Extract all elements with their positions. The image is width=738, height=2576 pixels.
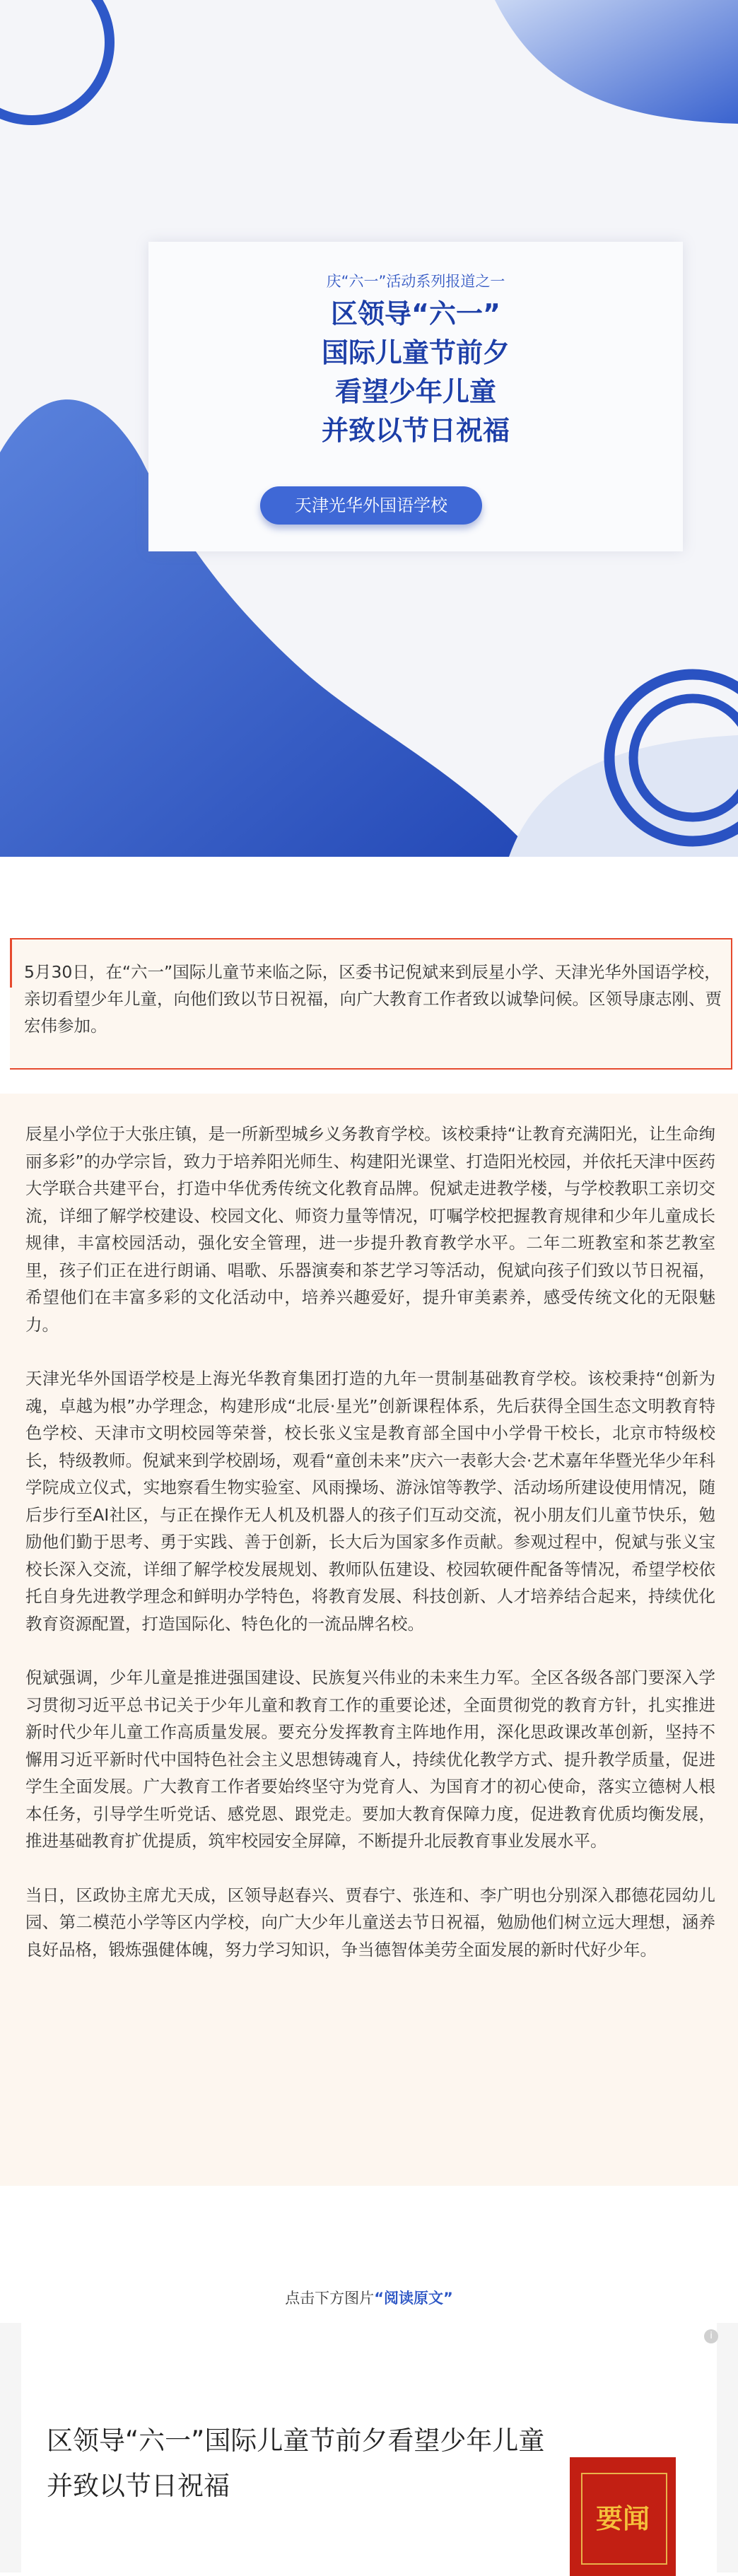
headline-line: 国际儿童节前夕 [321,337,510,368]
article-paragraph: 倪斌强调，少年儿童是推进强国建设、民族复兴伟业的未来生力军。全区各级各部门要深入学习贯彻习近平总书记关于少年儿童和教育工作的重要论述，全面贯彻党的教育方针，扎实推进新时代少年儿童工作高质量发展。要充分发挥教育主阵地作用，深化思政课改革创新，坚持不懈用习近平新时代中国特色社会主义思想铸魂育人，持续优化教学方式、提升教学质量，促进学生全面发展。广大教育工作者要始终坚守为党育人、为国育才的初心使命，落实立德树人根本任务，引导学生听党话、感党恩、跟党走。要加大教育保障力度，促进教育优质均衡发展，推进基础教育扩优提质，筑牢校园安全屏障，不断提升北辰教育事业发展水平。 [25,1668,715,1851]
top-right-blob [495,0,738,124]
headline [148,295,683,450]
school-badge: 天津光华外国语学校 [260,486,482,525]
article-body [0,1094,738,2186]
headline-line: 看望少年儿童 [334,376,496,407]
series-label: 庆“六一”活动系列报道之一 [326,273,505,290]
article-paragraph: 天津光华外国语学校是上海光华教育集团打造的九年一贯制基础教育学校。该校秉持“创新为魂，卓越为根”办学理念，构建形成“北辰·星光”创新课程体系，先后获得全国生态文明教育特色学校、天津市文明校园等荣誉，校长张义宝是教育部全国中小学骨干校长，北京市特级校长，特级教师。倪斌来到学校剧场，观看“童创未来”庆六一表彰大会·艺术嘉年华暨光华少年科学院成立仪式，实地察看生物实验室、风雨操场、游泳馆等教学、活动场所建设使用情况，随后步行至AI社区，与正在操作无人机及机器人的孩子们互动交流，祝小朋友们儿童节快乐，勉励他们勤于思考、勇于实践、善于创新，长大后为国家多作贡献。参观过程中，倪斌与张义宝校长深入交流，详细了解学校发展规划、教师队伍建设、校园软硬件配备等情况，希望学校依托自身先进教学理念和鲜明办学特色，将教育发展、科技创新、人才培养结合起来，持续优化教育资源配置，打造国际化、特色化的一流品牌名校。 [25,1369,715,1634]
read-original-title[interactable]: 区领导“六一”国际儿童节前夕看望少年儿童并致以节日祝福 [47,2425,545,2501]
article-paragraph: 当日，区政协主席尤天成，区领导赵春兴、贾春宁、张连和、李广明也分别深入郡德花园幼儿园、第二模范小学等区内学校，向广大少年儿童送去节日祝福，勉励他们树立远大理想，涵养良好品格，锻炼强健体魄，努力学习知识，争当德智体美劳全面发展的新时代好少年。 [25,1885,715,1960]
headline-line: 区领导“六一” [331,298,500,329]
intro-text: 5月30日，在“六一”国际儿童节来临之际，区委书记倪斌来到辰星小学、天津光华外国语学校，亲切看望少年儿童，向他们致以节日祝福，向广大教育工作者致以诚挚问候。区领导康志刚、贾宏伟参加。 [24,962,722,1036]
info-icon[interactable]: i [704,2329,718,2343]
top-left-ring [0,0,110,120]
intro-border-top [10,938,732,939]
article-text [25,1120,715,1990]
article-paragraph: 辰星小学位于大张庄镇，是一所新型城乡义务教育学校。该校秉持“让教育充满阳光，让生命绚丽多彩”的办学宗旨，致力于培养阳光师生、构建阳光课堂、打造阳光校园，并依托天津中医药大学联合共建平台，打造中华优秀传统文化教育品牌。倪斌走进教学楼，与学校教职工亲切交流，详细了解学校建设、校园文化、师资力量等情况，叮嘱学校把握教育规律和少年儿童成长规律，丰富校园活动，强化安全管理，进一步提升教育教学水平。二年二班教室和茶艺教室里，孩子们正在进行朗诵、唱歌、乐器演奏和茶艺学习等活动，倪斌向孩子们致以节日祝福，希望他们在丰富多彩的文化活动中，培养兴趣爱好，提升审美素养，感受传统文化的无限魅力。 [25,1124,715,1335]
thumbnail-text: 要闻 [595,2502,650,2534]
headline-line: 并致以节日祝福 [321,415,510,446]
intro-box [10,938,732,1070]
news-thumbnail[interactable] [570,2457,676,2576]
read-more-hint [0,2287,738,2308]
hero-banner [0,0,738,857]
read-more-highlight: “阅读原文” [374,2290,453,2307]
hero-card [148,242,683,551]
read-more-prefix: 点击下方图片 [285,2290,375,2307]
intro-border-bottom [10,1068,732,1070]
intro-border-right [731,938,732,1070]
intro-border-left [10,938,12,988]
